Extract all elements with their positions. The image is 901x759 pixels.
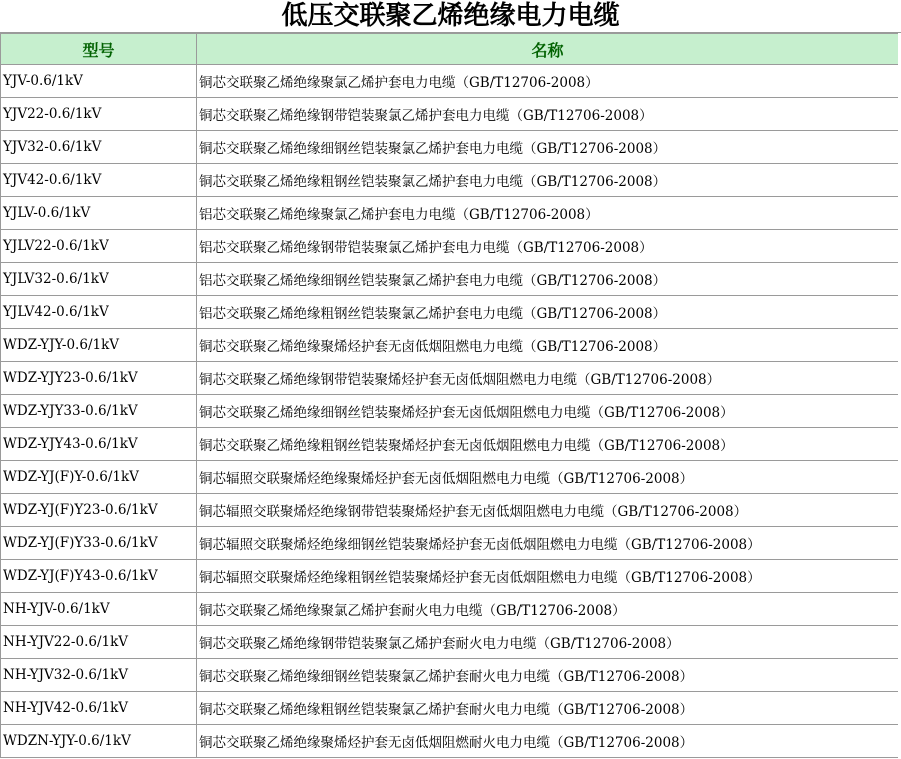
- table-row: [1, 692, 899, 725]
- cell-model[interactable]: WDZ-YJY-0.6/1kV: [1, 329, 197, 362]
- cable-table: [0, 33, 899, 758]
- cell-model[interactable]: YJLV-0.6/1kV: [1, 197, 197, 230]
- cell-name[interactable]: 铜芯辐照交联聚烯烃绝缘粗钢丝铠装聚烯烃护套无卤低烟阻燃电力电缆（GB/T12706-2008）: [197, 560, 899, 593]
- cell-model[interactable]: WDZ-YJ(F)Y43-0.6/1kV: [1, 560, 197, 593]
- table-body: [1, 65, 899, 758]
- table-row: [1, 593, 899, 626]
- table-row: [1, 461, 899, 494]
- cell-name[interactable]: 铜芯交联聚乙烯绝缘细钢丝铠装聚氯乙烯护套电力电缆（GB/T12706-2008）: [197, 131, 899, 164]
- cell-model[interactable]: YJV-0.6/1kV: [1, 65, 197, 98]
- cell-model[interactable]: YJV42-0.6/1kV: [1, 164, 197, 197]
- cell-model[interactable]: NH-YJV32-0.6/1kV: [1, 659, 197, 692]
- cell-name[interactable]: 铜芯交联聚乙烯绝缘钢带铠装聚氯乙烯护套耐火电力电缆（GB/T12706-2008）: [197, 626, 899, 659]
- header-name[interactable]: 名称: [197, 34, 899, 65]
- cell-name[interactable]: 铝芯交联聚乙烯绝缘粗钢丝铠装聚氯乙烯护套电力电缆（GB/T12706-2008）: [197, 296, 899, 329]
- cell-model[interactable]: WDZN-YJY-0.6/1kV: [1, 725, 197, 758]
- table-row: [1, 329, 899, 362]
- table-row: [1, 428, 899, 461]
- cell-name[interactable]: 铜芯交联聚乙烯绝缘钢带铠装聚烯烃护套无卤低烟阻燃电力电缆（GB/T12706-2008）: [197, 362, 899, 395]
- table-row: [1, 230, 899, 263]
- table-row: [1, 164, 899, 197]
- cell-name[interactable]: 铜芯辐照交联聚烯烃绝缘细钢丝铠装聚烯烃护套无卤低烟阻燃电力电缆（GB/T12706-2008）: [197, 527, 899, 560]
- table-row: [1, 560, 899, 593]
- table-row: [1, 725, 899, 758]
- cell-name[interactable]: 铜芯交联聚乙烯绝缘聚氯乙烯护套电力电缆（GB/T12706-2008）: [197, 65, 899, 98]
- cell-name[interactable]: 铜芯辐照交联聚烯烃绝缘聚烯烃护套无卤低烟阻燃电力电缆（GB/T12706-2008）: [197, 461, 899, 494]
- cell-name[interactable]: 铜芯交联聚乙烯绝缘钢带铠装聚氯乙烯护套电力电缆（GB/T12706-2008）: [197, 98, 899, 131]
- cell-name[interactable]: 铜芯交联聚乙烯绝缘聚烯烃护套无卤低烟阻燃电力电缆（GB/T12706-2008）: [197, 329, 899, 362]
- cell-model[interactable]: WDZ-YJ(F)Y33-0.6/1kV: [1, 527, 197, 560]
- cell-model[interactable]: WDZ-YJ(F)Y-0.6/1kV: [1, 461, 197, 494]
- cell-model[interactable]: NH-YJV-0.6/1kV: [1, 593, 197, 626]
- cell-model[interactable]: YJV32-0.6/1kV: [1, 131, 197, 164]
- table-title[interactable]: 低压交联聚乙烯绝缘电力电缆: [0, 0, 901, 33]
- table-row: [1, 527, 899, 560]
- table-row: [1, 659, 899, 692]
- header-row: [1, 34, 899, 65]
- cell-model[interactable]: NH-YJV42-0.6/1kV: [1, 692, 197, 725]
- cell-name[interactable]: 铝芯交联聚乙烯绝缘聚氯乙烯护套电力电缆（GB/T12706-2008）: [197, 197, 899, 230]
- cell-model[interactable]: YJLV22-0.6/1kV: [1, 230, 197, 263]
- cell-model[interactable]: WDZ-YJY33-0.6/1kV: [1, 395, 197, 428]
- header-model[interactable]: 型号: [1, 34, 197, 65]
- table-row: [1, 263, 899, 296]
- cell-name[interactable]: 铜芯辐照交联聚烯烃绝缘钢带铠装聚烯烃护套无卤低烟阻燃电力电缆（GB/T12706-2008）: [197, 494, 899, 527]
- cell-name[interactable]: 铜芯交联聚乙烯绝缘细钢丝铠装聚烯烃护套无卤低烟阻燃电力电缆（GB/T12706-2008）: [197, 395, 899, 428]
- cell-name[interactable]: 铝芯交联聚乙烯绝缘钢带铠装聚氯乙烯护套电力电缆（GB/T12706-2008）: [197, 230, 899, 263]
- cell-name[interactable]: 铜芯交联聚乙烯绝缘粗钢丝铠装聚氯乙烯护套电力电缆（GB/T12706-2008）: [197, 164, 899, 197]
- cell-model[interactable]: YJLV42-0.6/1kV: [1, 296, 197, 329]
- cell-name[interactable]: 铝芯交联聚乙烯绝缘细钢丝铠装聚氯乙烯护套电力电缆（GB/T12706-2008）: [197, 263, 899, 296]
- table-row: [1, 65, 899, 98]
- table-row: [1, 362, 899, 395]
- cell-model[interactable]: WDZ-YJY23-0.6/1kV: [1, 362, 197, 395]
- cell-model[interactable]: YJLV32-0.6/1kV: [1, 263, 197, 296]
- table-row: [1, 626, 899, 659]
- table-row: [1, 98, 899, 131]
- cell-name[interactable]: 铜芯交联聚乙烯绝缘粗钢丝铠装聚氯乙烯护套耐火电力电缆（GB/T12706-2008）: [197, 692, 899, 725]
- cell-name[interactable]: 铜芯交联聚乙烯绝缘细钢丝铠装聚氯乙烯护套耐火电力电缆（GB/T12706-2008）: [197, 659, 899, 692]
- table-row: [1, 131, 899, 164]
- table-row: [1, 494, 899, 527]
- cell-name[interactable]: 铜芯交联聚乙烯绝缘聚烯烃护套无卤低烟阻燃耐火电力电缆（GB/T12706-2008）: [197, 725, 899, 758]
- cell-name[interactable]: 铜芯交联聚乙烯绝缘聚氯乙烯护套耐火电力电缆（GB/T12706-2008）: [197, 593, 899, 626]
- table-row: [1, 395, 899, 428]
- cell-model[interactable]: WDZ-YJ(F)Y23-0.6/1kV: [1, 494, 197, 527]
- cell-model[interactable]: YJV22-0.6/1kV: [1, 98, 197, 131]
- table-row: [1, 197, 899, 230]
- cell-name[interactable]: 铜芯交联聚乙烯绝缘粗钢丝铠装聚烯烃护套无卤低烟阻燃电力电缆（GB/T12706-2008）: [197, 428, 899, 461]
- table-row: [1, 296, 899, 329]
- cell-model[interactable]: NH-YJV22-0.6/1kV: [1, 626, 197, 659]
- cell-model[interactable]: WDZ-YJY43-0.6/1kV: [1, 428, 197, 461]
